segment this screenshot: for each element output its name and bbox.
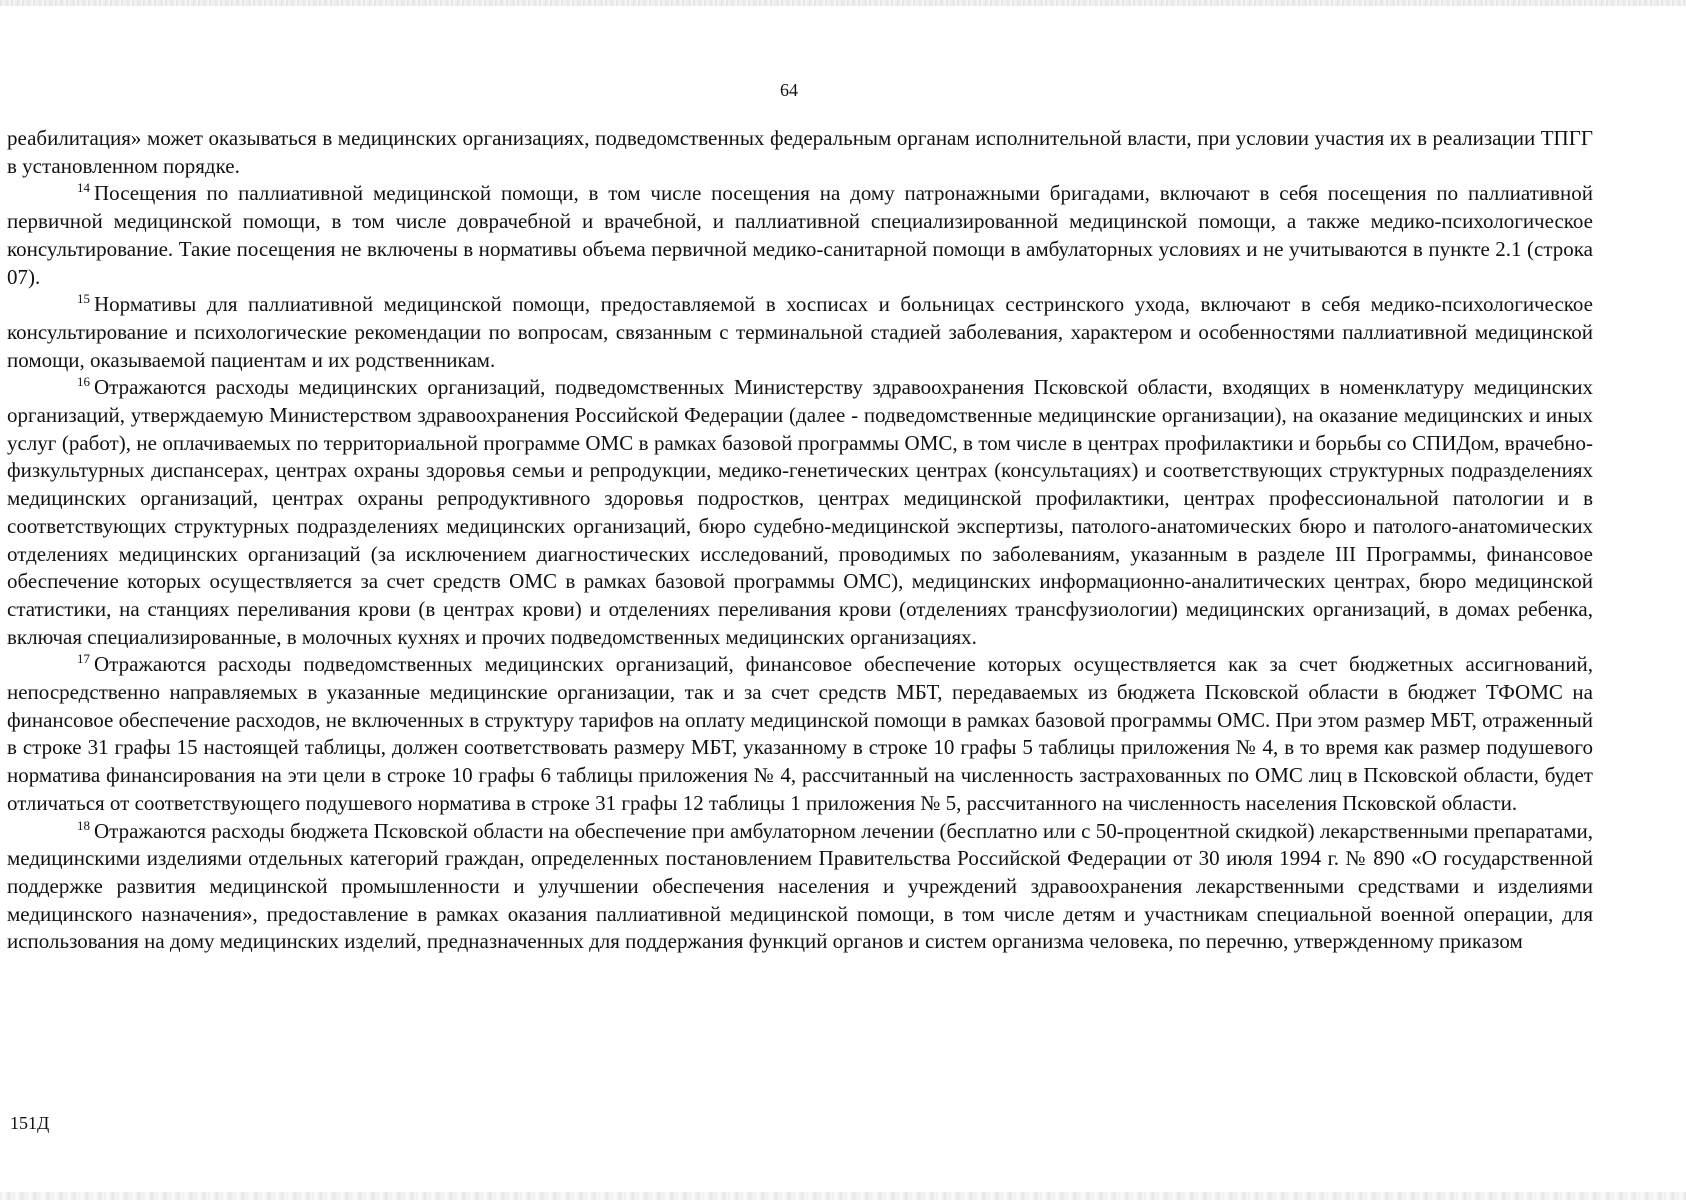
footnote-text: Отражаются расходы подведомственных медицинских организаций, финансовое обеспечение которых осуществляется как за счет бюджетных ассигнований, непосредственно направляемых в указанные медицинские организации, так и за счет средств МБТ, передаваемых из бюджета Псковской области в бюджет ТФОМС на финансовое обеспечение расходов, не включенных в структуру тарифов на оплату медицинской помощи в рамках базовой программы ОМС. При этом размер МБТ, отраженный в строке 31 графы 15 настоящей таблицы, должен соответствовать размеру МБТ, указанному в строке 10 графы 5 таблицы приложения № 4, в то время как размер подушевого норматива финансирования на эти цели в строке 10 графы 6 таблицы приложения № 4, рассчитанный на численность застрахованных по ОМС лиц в Псковской области, будет отличаться от соответствующего подушевого норматива в строке 31 графы 12 таблицы 1 приложения № 5, рассчитанного на численность населения Псковской области. [7,652,1593,815]
footnote-14 [7,180,1593,291]
footnote-marker: 18 [77,817,90,833]
footnote-text: Посещения по паллиативной медицинской помощи, в том числе посещения на дому патронажными бригадами, включают в себя посещения по паллиативной первичной медицинской помощи, в том числе доврачебной и врачебной, и паллиативной специализированной медицинской помощи, а также медико-психологическое консультирование. Такие посещения не включены в нормативы объема первичной медико-санитарной помощи в амбулаторных условиях и не учитываются в пункте 2.1 (строка 07). [7,181,1593,289]
footnote-marker: 15 [77,291,90,307]
document-body [7,125,1593,956]
footnote-marker: 16 [77,374,90,390]
paragraph-continuation [7,125,1593,180]
footnote-15 [7,291,1593,374]
document-code: 151Д [10,1113,50,1133]
page-number: 64 [780,80,798,100]
footnote-17 [7,651,1593,817]
footnote-text: Отражаются расходы медицинских организаций, подведомственных Министерству здравоохранения Псковской области, входящих в номенклатуру медицинских организаций, утверждаемую Министерством здравоохранения Российской Федерации (далее - подведомственные медицинские организации), на оказание медицинских и иных услуг (работ), не оплачиваемых по территориальной программе ОМС в рамках базовой программы ОМС, в том числе в центрах профилактики и борьбы со СПИДом, врачебно-физкультурных диспансерах, центрах охраны здоровья семьи и репродукции, медико-генетических центрах (консультациях) и соответствующих структурных подразделениях медицинских организаций, центрах охраны репродуктивного здоровья подростков, центрах медицинской профилактики, центрах профессиональной патологии и в соответствующих структурных подразделениях медицинских организаций, бюро судебно-медицинской экспертизы, патолого-анатомических бюро и патолого-анатомических отделениях медицинских организаций (за исключением диагностических исследований, проводимых по заболеваниям, указанным в разделе III Программы, финансовое обеспечение которых осуществляется за счет средств ОМС в рамках базовой программы ОМС), медицинских информационно-аналитических центрах, бюро медицинской статистики, на станциях переливания крови (в центрах крови) и отделениях переливания крови (отделениях трансфузиологии) медицинских организаций, в домах ребенка, включая специализированные, в молочных кухнях и прочих подведомственных медицинских организациях. [7,375,1593,649]
footnote-marker: 14 [77,180,90,196]
scan-edge-top [0,0,1686,6]
footnote-16 [7,374,1593,651]
footnote-18 [7,818,1593,957]
scan-edge-bottom [0,1192,1686,1200]
paragraph-text: реабилитация» может оказываться в медицинских организациях, подведомственных федеральным органам исполнительной власти, при условии участия их в реализации ТПГГ в установленном порядке. [7,126,1593,178]
footnote-text: Нормативы для паллиативной медицинской помощи, предоставляемой в хосписах и больницах сестринского ухода, включают в себя медико-психологическое консультирование и психологические рекомендации по вопросам, связанным с терминальной стадией заболевания, характером и особенностями паллиативной медицинской помощи, оказываемой пациентам и их родственникам. [7,292,1593,372]
footnote-marker: 17 [77,651,90,667]
footnote-text: Отражаются расходы бюджета Псковской области на обеспечение при амбулаторном лечении (бесплатно или с 50-процентной скидкой) лекарственными препаратами, медицинскими изделиями отдельных категорий граждан, определенных постановлением Правительства Российской Федерации от 30 июля 1994 г. № 890 «О государственной поддержке развития медицинской промышленности и улучшении обеспечения населения и учреждений здравоохранения лекарственными средствами и изделиями медицинского назначения», предоставление в рамках оказания паллиативной медицинской помощи, в том числе детям и участникам специальной военной операции, для использования на дому медицинских изделий, предназначенных для поддержания функций органов и систем организма человека, по перечню, утвержденному приказом [7,818,1593,954]
